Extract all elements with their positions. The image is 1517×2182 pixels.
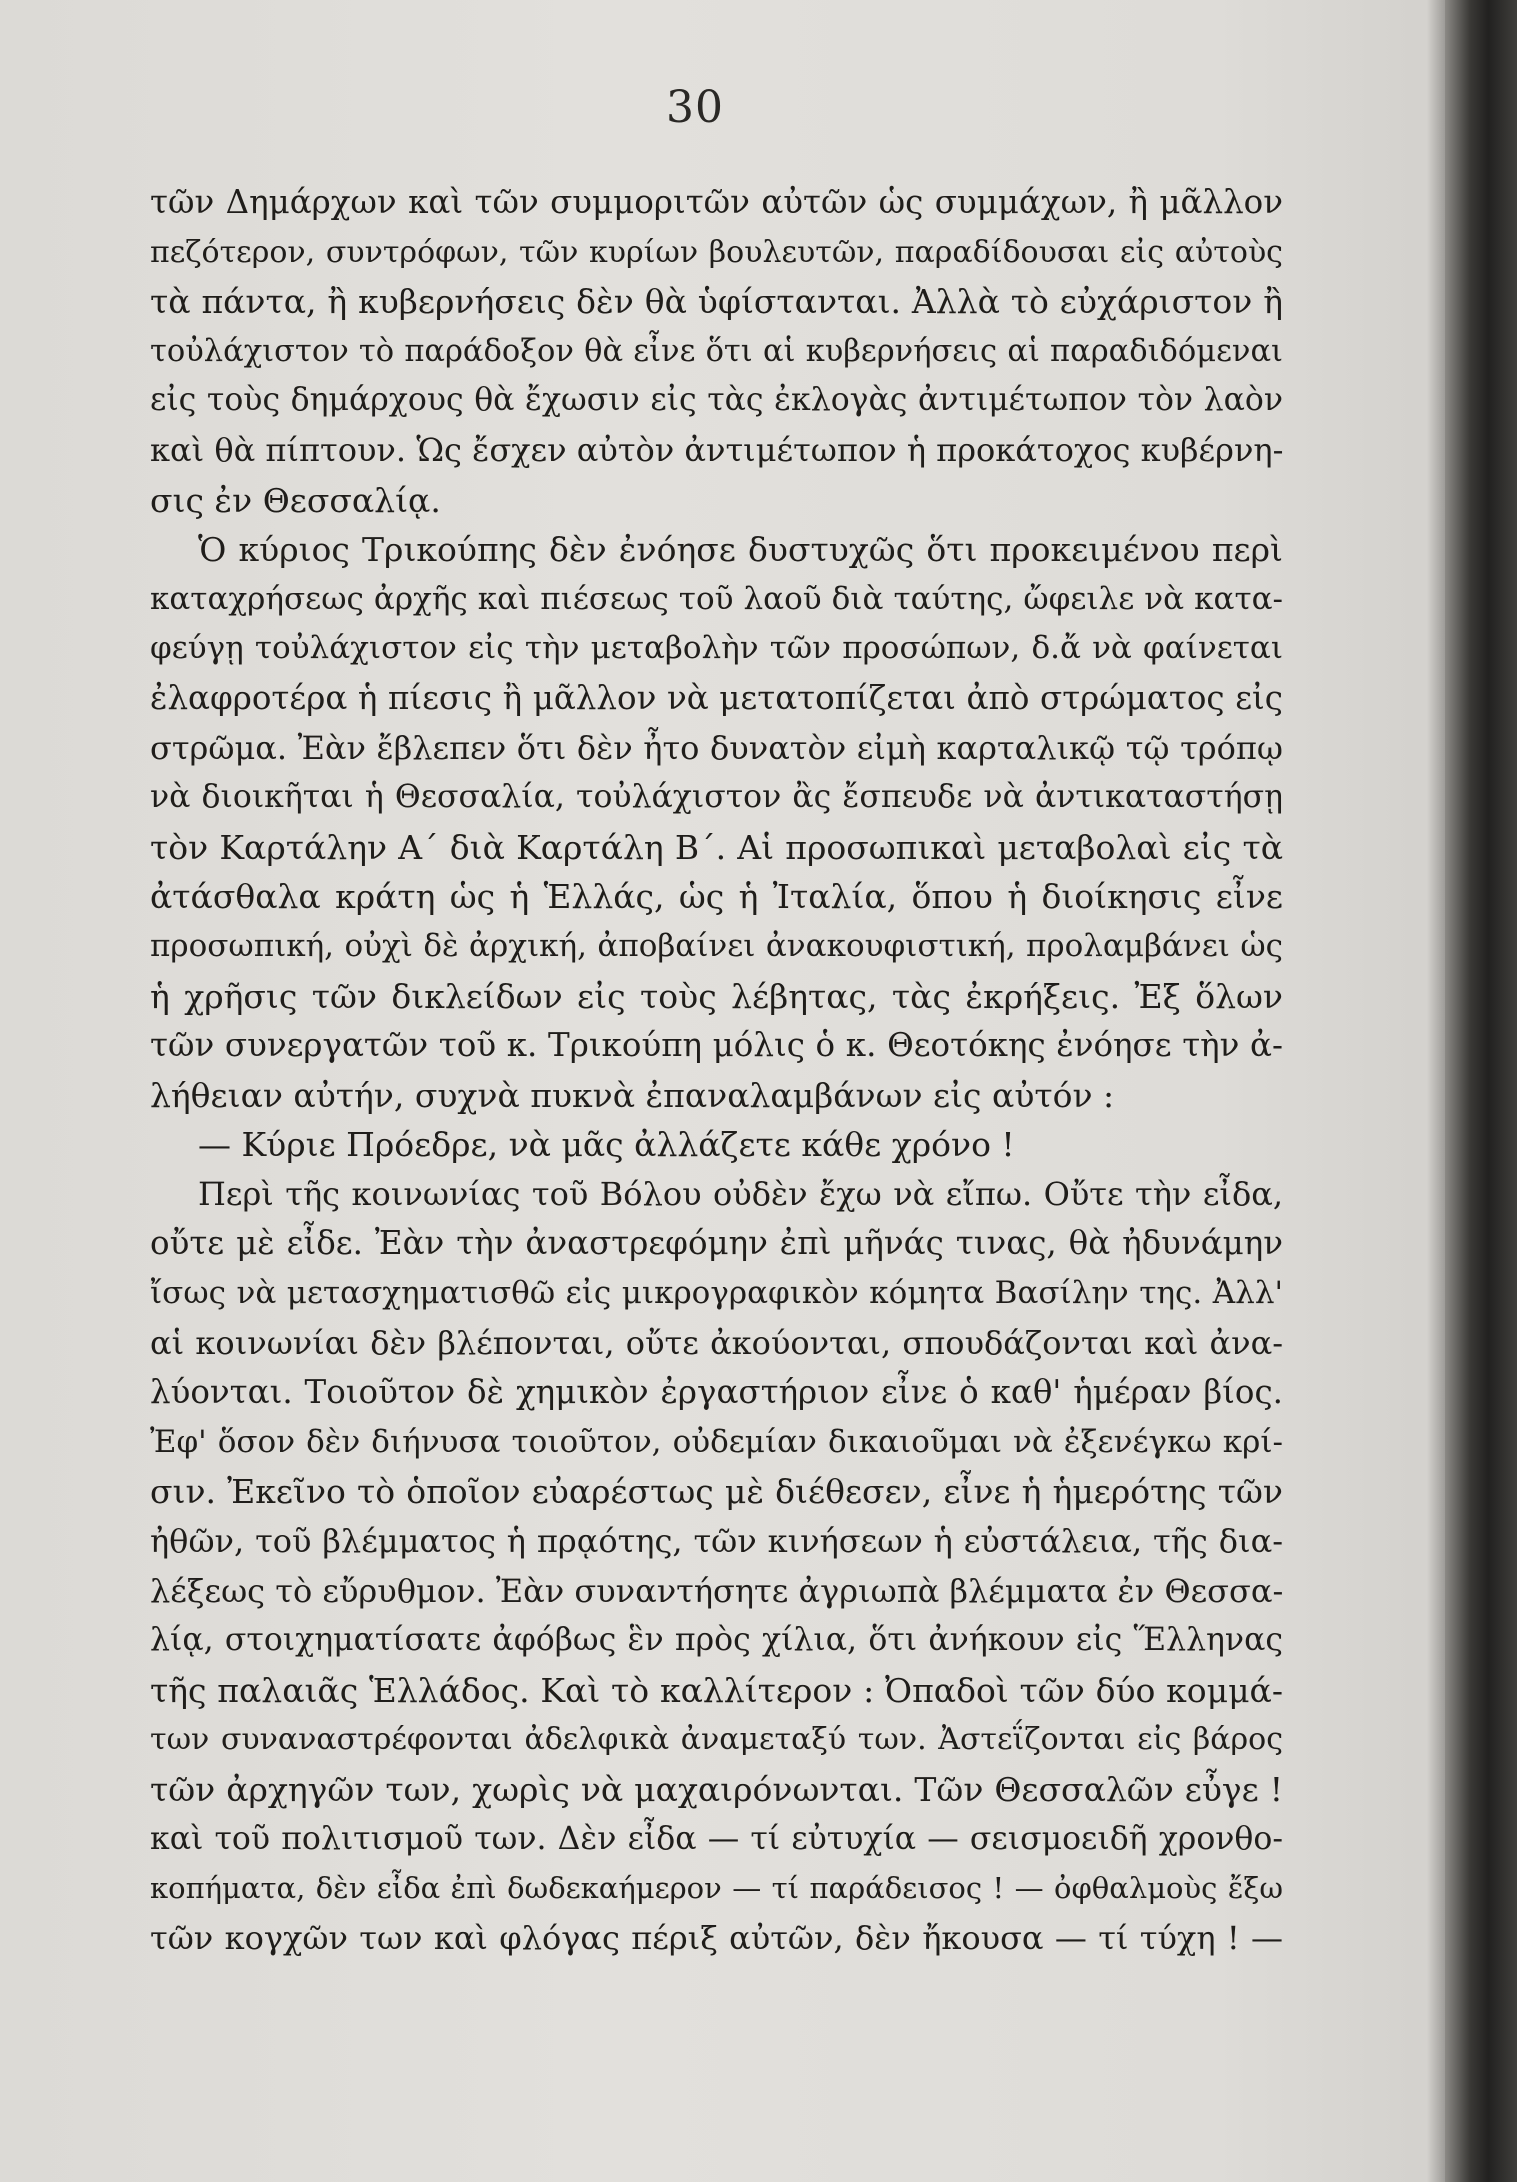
text-line: προσωπική, οὐχὶ δὲ ἀρχική, ἀποβαίνει ἀνακουφιστική, προλαμβάνει ὡς: [150, 927, 1283, 964]
text-line: φεύγῃ τοὐλάχιστον εἰς τὴν μεταβολὴν τῶν προσώπων, δ.ἄ νὰ φαίνεται: [150, 630, 1283, 667]
text-line: τῶν Δημάρχων καὶ τῶν συμμοριτῶν αὐτῶν ὡς συμμάχων, ἢ μᾶλλον: [150, 183, 1283, 221]
text-line: καταχρήσεως ἀρχῆς καὶ πιέσεως τοῦ λαοῦ διὰ ταύτης, ὤφειλε νὰ κατα-: [150, 580, 1283, 617]
text-line: τὸν Καρτάλην Α΄ διὰ Καρτάλη Β΄. Αἱ προσωπικαὶ μεταβολαὶ εἰς τὰ: [150, 827, 1283, 867]
text-line: τῶν συνεργατῶν τοῦ κ. Τρικούπη μόλις ὁ κ. Θεοτόκης ἐνόησε τὴν ἀ-: [150, 1026, 1283, 1065]
text-line: κοπήματα, δὲν εἶδα ἐπὶ δωδεκαήμερον — τί παράδεισος ! — ὀφθαλμοὺς ἔξω: [150, 1871, 1283, 1906]
page-number: 30: [666, 82, 724, 133]
text-line: ἐλαφροτέρα ἡ πίεσις ἢ μᾶλλον νὰ μετατοπίζεται ἀπὸ στρώματος εἰς: [150, 678, 1283, 717]
text-line: λύονται. Τοιοῦτον δὲ χημικὸν ἐργαστήριον εἶνε ὁ καθ' ἡμέραν βίος.: [150, 1373, 1283, 1412]
text-line: τῶν κογχῶν των καὶ φλόγας πέριξ αὐτῶν, δὲν ἤκουσα — τί τύχη ! —: [150, 1918, 1283, 1957]
text-line: στρῶμα. Ἐὰν ἔβλεπεν ὅτι δὲν ἦτο δυνατὸν εἰμὴ καρταλικῷ τῷ τρόπῳ: [150, 728, 1283, 767]
text-line: ἀτάσθαλα κράτη ὡς ἡ Ἑλλάς, ὡς ἡ Ἰταλία, ὅπου ἡ διοίκησις εἶνε: [150, 877, 1283, 917]
body-text: [150, 178, 1283, 1963]
text-line: ἡ χρῆσις τῶν δικλείδων εἰς τοὺς λέβητας, τὰς ἐκρήξεις. Ἐξ ὅλων: [150, 976, 1283, 1016]
text-line: σις ἐν Θεσσαλίᾳ.: [150, 480, 441, 520]
text-line: σιν. Ἐκεῖνο τὸ ὁποῖον εὐαρέστως μὲ διέθεσεν, εἶνε ἡ ἡμερότης τῶν: [150, 1472, 1283, 1512]
text-line: εἰς τοὺς δημάρχους θὰ ἔχωσιν εἰς τὰς ἐκλογὰς ἀντιμέτωπον τὸν λαὸν: [150, 382, 1283, 419]
text-line: Περὶ τῆς κοινωνίας τοῦ Βόλου οὐδὲν ἔχω νὰ εἴπω. Οὔτε τὴν εἶδα,: [198, 1174, 1283, 1213]
page-gutter-shadow: [1427, 0, 1445, 2182]
book-spine: [1445, 0, 1517, 2182]
text-line: λήθειαν αὐτήν, συχνὰ πυκνὰ ἐπαναλαμβάνων εἰς αὐτόν :: [150, 1075, 1115, 1115]
text-line: οὔτε μὲ εἶδε. Ἐὰν τὴν ἀναστρεφόμην ἐπὶ μῆνάς τινας, θὰ ἠδυνάμην: [150, 1224, 1283, 1263]
text-line: ἴσως νὰ μετασχηματισθῶ εἰς μικρογραφικὸν κόμητα Βασίλην της. Ἀλλ': [150, 1275, 1283, 1312]
text-line: καὶ τοῦ πολιτισμοῦ των. Δὲν εἶδα — τί εὐτυχία — σεισμοειδῆ χρονθο-: [150, 1820, 1283, 1857]
text-line: τῶν ἀρχηγῶν των, χωρὶς νὰ μαχαιρόνωνται. Τῶν Θεσσαλῶν εὖγε !: [150, 1770, 1283, 1809]
text-line: — Κύριε Πρόεδρε, νὰ μᾶς ἀλλάζετε κάθε χρόνο !: [198, 1125, 1015, 1165]
text-line: τῆς παλαιᾶς Ἑλλάδος. Καὶ τὸ καλλίτερον : Ὀπαδοὶ τῶν δύο κομμά-: [150, 1670, 1283, 1710]
text-line: λίᾳ, στοιχηματίσατε ἀφόβως ἓν πρὸς χίλια, ὅτι ἀνήκουν εἰς Ἕλληνας: [150, 1622, 1283, 1659]
text-line: Ἐφ' ὅσον δὲν διήνυσα τοιοῦτον, οὐδεμίαν δικαιοῦμαι νὰ ἐξενέγκω κρί-: [150, 1423, 1283, 1460]
text-line: ἠθῶν, τοῦ βλέμματος ἡ πρᾳότης, τῶν κινήσεων ἡ εὐστάλεια, τῆς δια-: [150, 1522, 1283, 1561]
text-line: τὰ πάντα, ἢ κυβερνήσεις δὲν θὰ ὑφίστανται. Ἀλλὰ τὸ εὐχάριστον ἢ: [150, 282, 1283, 322]
text-line: καὶ θὰ πίπτουν. Ὡς ἔσχεν αὐτὸν ἀντιμέτωπον ἡ προκάτοχος κυβέρνη-: [150, 430, 1284, 469]
text-line: νὰ διοικῆται ἡ Θεσσαλία, τοὐλάχιστον ἂς ἔσπευδε νὰ ἀντικαταστήσῃ: [150, 779, 1283, 816]
text-line: πεζότερον, συντρόφων, τῶν κυρίων βουλευτῶν, παραδίδουσαι εἰς αὐτοὺς: [150, 234, 1283, 270]
text-line: αἱ κοινωνίαι δὲν βλέπονται, οὔτε ἀκούονται, σπουδάζονται καὶ ἀνα-: [150, 1323, 1283, 1362]
text-line: τοὐλάχιστον τὸ παράδοξον θὰ εἶνε ὅτι αἱ κυβερνήσεις αἱ παραδιδόμεναι: [150, 333, 1283, 369]
text-line: των συναναστρέφονται ἀδελφικὰ ἀναμεταξύ των. Ἀστεΐζονται εἰς βάρος: [150, 1722, 1283, 1758]
text-line: λέξεως τὸ εὔρυθμον. Ἐὰν συναντήσητε ἀγριωπὰ βλέμματα ἐν Θεσσα-: [150, 1571, 1284, 1610]
text-line: Ὁ κύριος Τρικούπης δὲν ἐνόησε δυστυχῶς ὅτι προκειμένου περὶ: [198, 530, 1283, 570]
